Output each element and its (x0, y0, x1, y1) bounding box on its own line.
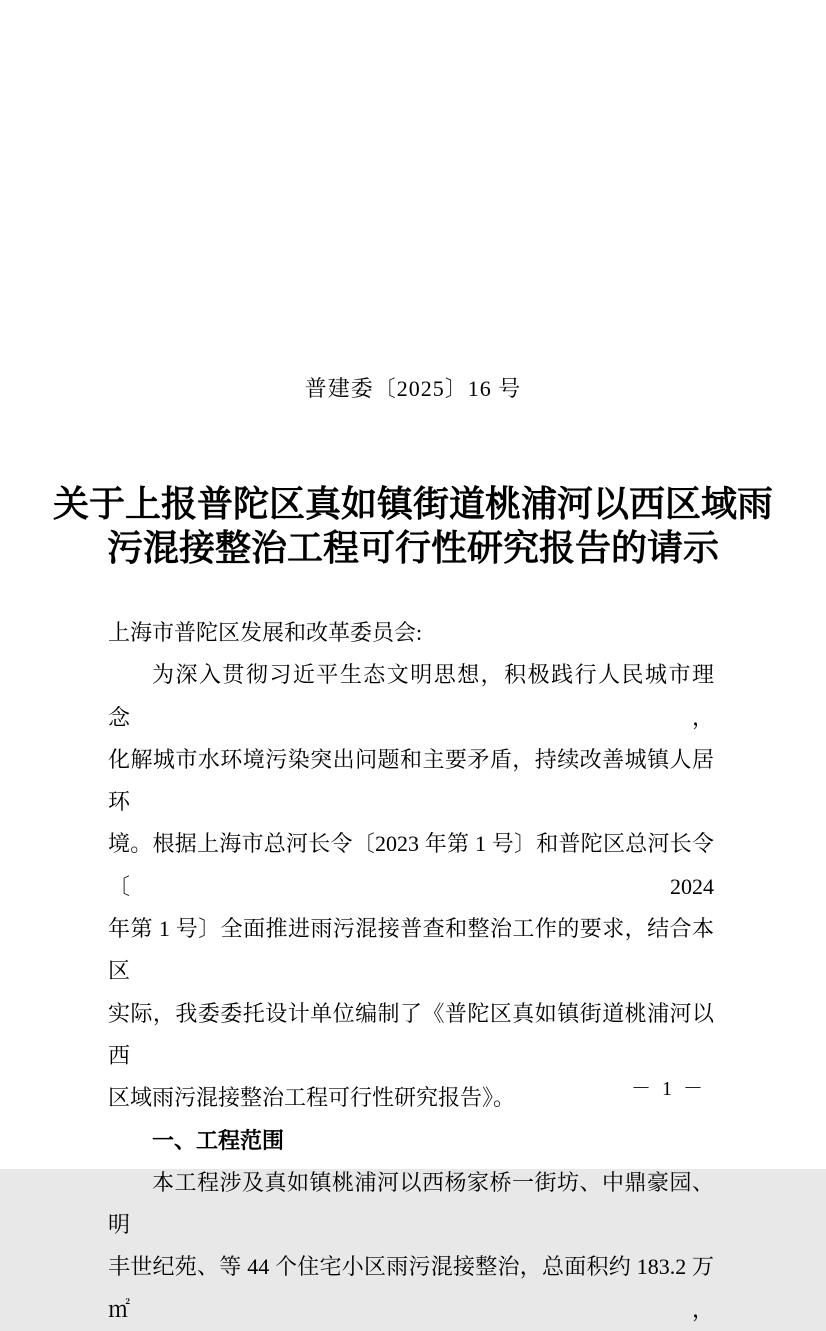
document-body (108, 612, 714, 1331)
document-title-line-1: 关于上报普陀区真如镇街道桃浦河以西区域雨 (52, 484, 773, 524)
document-number: 普建委〔2025〕16 号 (304, 376, 522, 401)
document-title-line-2: 污混接整治工程可行性研究报告的请示 (106, 528, 719, 568)
body-line: 境。根据上海市总河长令〔2023 年第 1 号〕和普陀区总河长令〔2024 (108, 831, 714, 899)
body-line: 化解城市水环境污染突出问题和主要矛盾，持续改善城镇人居环 (108, 746, 714, 815)
addressee-line: 上海市普陀区发展和改革委员会: (108, 620, 423, 645)
document-title (0, 482, 826, 570)
body-line: 为深入贯彻习近平生态文明思想，积极践行人民城市理念， (108, 662, 714, 730)
body-line: 丰世纪苑、等 44 个住宅小区雨污混接整治，总面积约 183.2 万㎡ ， (108, 1254, 714, 1322)
body-line: 本工程涉及真如镇桃浦河以西杨家桥一街坊、中鼎豪园、明 (108, 1169, 714, 1238)
body-line: 年第 1 号〕全面推进雨污混接普查和整治工作的要求，结合本区 (108, 916, 714, 984)
page-number: － 1 － (631, 1078, 706, 1100)
body-line: 区域雨污混接整治工程可行性研究报告》。 (108, 1085, 516, 1111)
section-heading: 一、工程范围 (152, 1127, 285, 1153)
body-line: 实际，我委委托设计单位编制了《普陀区真如镇街道桃浦河以西 (108, 1000, 714, 1068)
